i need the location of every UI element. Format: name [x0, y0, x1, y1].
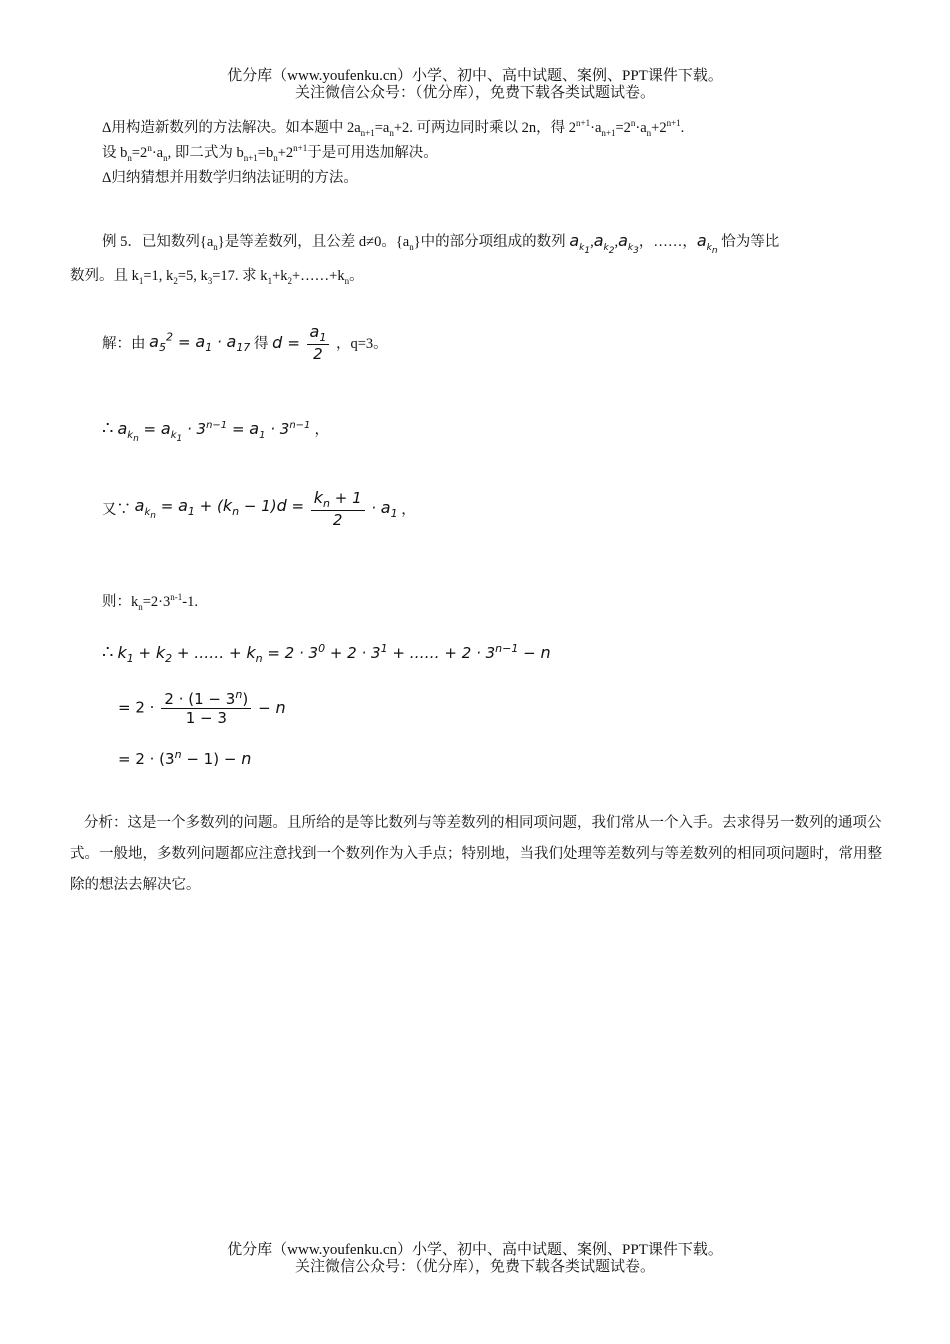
analysis-paragraph: 分析：这是一个多数列的问题。且所给的是等比数列与等差数列的相同项问题，我们常从一个入手。去求得另一数列的通项公式。一般地，多数列问题都应注意找到一个数列作为入手点；特别地，当我们处理等差数列与等差数列的相同项问题时，常用整除的想法去解决它。	[70, 815, 882, 893]
math-ak1: $a_{k_1}$	[569, 231, 591, 256]
header-line-2: 关注微信公众号：（优分库），免费下载各类试题试卷。	[294, 85, 655, 101]
solution-line-7	[118, 748, 251, 769]
solution-line-1: 解：由 $a_5^2 = a_1 \cdot a_{17}$ 得 d = $\frac{a_1}{2}$ ，q=3。	[102, 322, 388, 364]
math-a5-squared: $a_5^2 = a_1 \cdot a_{17}$	[149, 330, 251, 355]
math-ak2: $a_{k_2}$	[593, 231, 615, 256]
footer-line-2: 关注微信公众号：（优分库），免费下载各类试题试卷。	[294, 1259, 655, 1275]
intro-line-3: Δ归纳猜想并用数学归纳法证明的方法。	[102, 170, 358, 186]
math-ak3: $a_{k_3}$	[618, 231, 639, 256]
math-final-result: = $2 \cdot (3^n - 1) - n$	[118, 748, 252, 768]
solution-line-4: 则：$k_n=2\cdot 3^{n-1}-1$.	[102, 592, 198, 612]
math-akn-arithmetic: $a_{k_n} = a_1 + (k_n - 1)d$ =	[134, 496, 305, 522]
math-fraction-a1-over-2: $\frac{a_1}{2}$	[307, 322, 330, 363]
header-line-1: 优分库（www.youfenku.cn）小学、初中、高中试题、案例、PPT课件下载。	[227, 68, 723, 84]
math-d-equals: d =	[272, 333, 300, 353]
math-fraction-kn-plus-1-over-2: $\frac{k_n + 1}{2}$	[311, 488, 365, 529]
solution-line-2: ∴ $a_{k_n} = a_{k_1} \cdot 3^{n-1} = a_1 \cdot 3^{n-1}$ ，	[102, 418, 329, 445]
page-footer	[0, 1242, 950, 1276]
math-fraction-geometric-sum: $\frac{2 \cdot (1 - 3^n)}{1 - 3}$	[161, 688, 251, 727]
solution-line-5: ∴ $k_1 + k_2$ + …… + $k_n = 2 \cdot 3^0 + 2 \cdot 3^1$ + …… + $2 \cdot 3^{n-1} - n$	[102, 642, 551, 666]
math-akn-geometric: $a_{k_n} = a_{k_1} \cdot 3^{n-1} = a_1 \cdot 3^{n-1}$	[117, 419, 311, 445]
math-akn: $a_{k_n}$	[696, 231, 718, 256]
intro-line-2: 设 $b_n=2^n\cdot a_n$, 即二式为 $b_{n+1}=b_n+2^{n+1}$于是可用迭加解决。	[102, 143, 438, 163]
footer-line-1: 优分库（www.youfenku.cn）小学、初中、高中试题、案例、PPT课件下载。	[227, 1242, 723, 1258]
math-sum-k: $k_1 + k_2$ + …… + $k_n = 2 \cdot 3^0 + 2 \cdot 3^1$ + …… + $2 \cdot 3^{n-1} - n$	[117, 642, 551, 666]
solution-line-3: 又∵ $a_{k_n} = a_1 + (k_n - 1)d$ = $\frac{k_n + 1}{2}$ · $a_1$ ，	[102, 488, 416, 530]
solution-line-6: = 2 · $\frac{2 \cdot (1 - 3^n)}{1 - 3}$ − n	[118, 688, 286, 727]
example-line-2: 数列。且 $k_1=1$, $k_2=5$, $k_3=17$. 求 $k_1+k_2+\dots\dots+k_n$。	[70, 268, 364, 286]
example-line-1: 例 5．已知数列$\{a_n\}$是等差数列，且公差 d≠0。$\{a_n\}$中的部分项组成的数列 $a_{k_1},a_{k_2},a_{k_3}$，……，$a_{k_n}$ 恰为等比	[102, 231, 780, 256]
page-header	[0, 68, 950, 102]
intro-line-1: Δ用构造新数列的方法解决。如本题中 $2a_{n+1}=a_n+2$. 可两边同时乘以 2n，得 $2^{n+1}\cdot a_{n+1}=2^n\cdot a_n+2^{n+1}$.	[102, 118, 685, 138]
